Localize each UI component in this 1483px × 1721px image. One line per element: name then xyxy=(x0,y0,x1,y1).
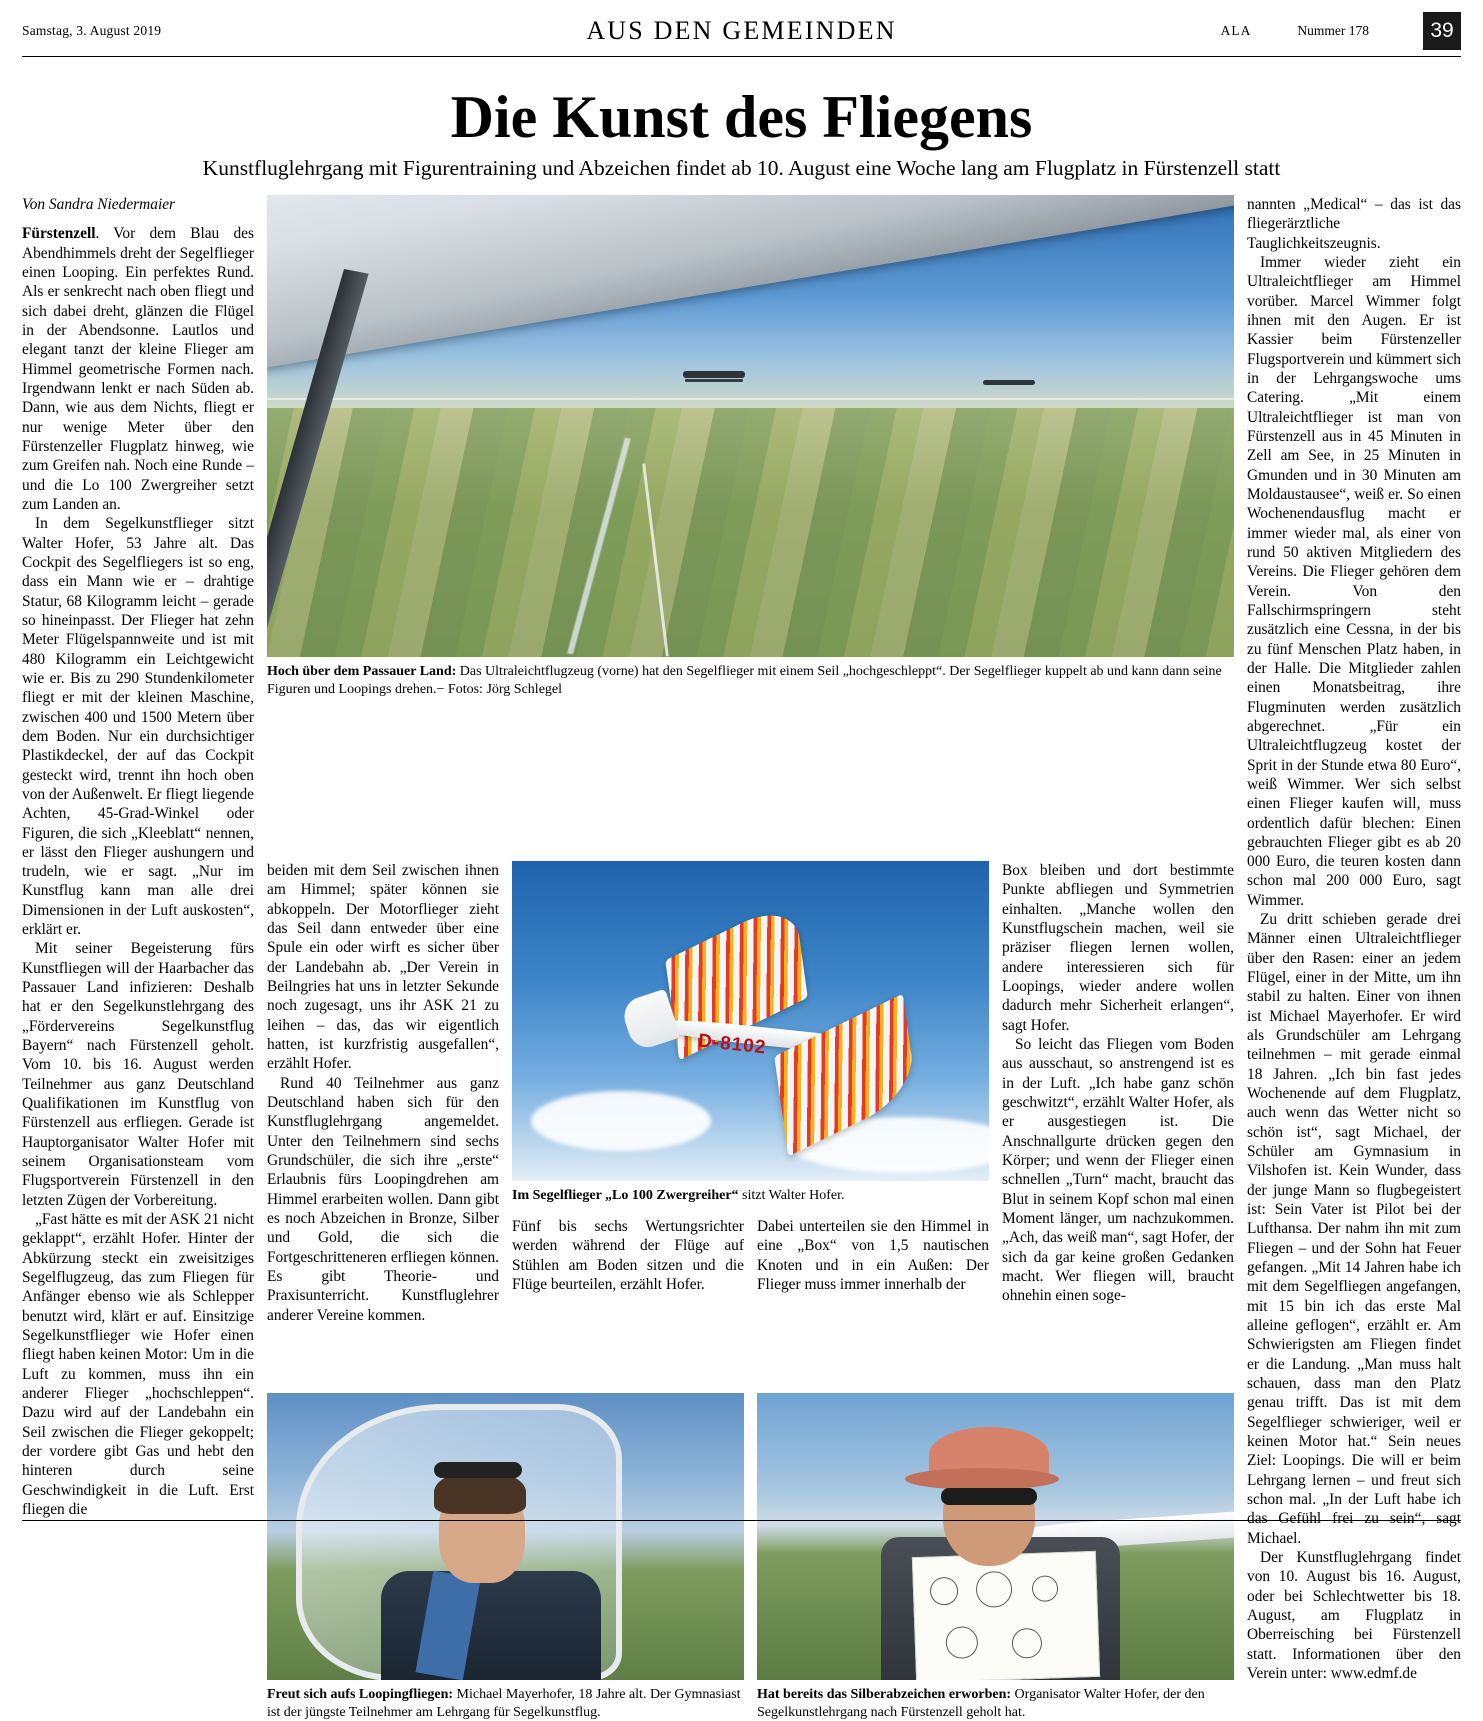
photo-aerial-view xyxy=(267,195,1234,657)
glider-registration-marking: D-8102 xyxy=(697,1030,768,1059)
masthead-divider xyxy=(22,56,1461,57)
paragraph-text: . Vor dem Blau des Abendhimmels dreht der Segelflieger einen Looping. Ein perfektes Rund. Als er senkrecht nach oben fliegt und sich dabei dreht, glänzen die Flügel in der Abendsonne. Lautlos und elegant tanzt der kleine Flieger am Himmel geometrische Formen nach. Irgendwann lenkt er nach Süden ab. Dann, wie aus dem Nichts, fliegt er nur wenige Meter über den Fürstenzeller Flugplatz hinweg, wie zum Greifen nah. Noch eine Runde – und die Lo 100 Zwergreiher setzt zum Landen an. xyxy=(22,225,254,513)
paragraph: Dabei unterteilen sie den Himmel in eine „Box“ von 1,5 nautischen Knoten und in ein Außen: Der Flieger muss immer innerhalb der xyxy=(757,1218,989,1293)
photo-figure-sheet xyxy=(912,1551,1100,1680)
paragraph: nannten „Medical“ – das ist das fliegerärztliche Tauglichkeitszeugnis. xyxy=(1247,196,1461,252)
caption-text: Michael Mayerhofer, 18 Jahre alt. Der Gymnasiast ist der jüngste Teilnehmer am Lehrgang für Segelkunstflug. xyxy=(267,1687,741,1720)
photo-pilot-torso xyxy=(381,1571,600,1680)
paragraph: In dem Segelkunstflieger sitzt Walter Hofer, 53 Jahre alt. Das Cockpit des Segelfliegers ist so eng, dass ein Mann wie er – drahtige Statur, 68 Kilogramm leicht – gerade so hineinpasst. Der Flieger hat zehn Meter Flügelspannweite und ist mit 480 Kilogramm ein Leichtgewicht wie er. Bis zu 290 Stundenkilometer fliegt er mit der kleinen Maschine, zwischen 400 und 1500 Metern über dem Boden. Nur ein durchsichtiger Plastikdeckel, der auf das Cockpit gesteckt wird, trennt ihn hoch oben von der Außenwelt. Er fliegt liegende Achten, 45-Grad-Winkel oder Figuren, die sich „Kleeblatt“ nennen, er lässt den Flieger aushungern und trudeln, wie er sagt. „Nur im Kunstflug kann man alle drei Dimensionen in der Luft auskosten“, erklärt er. xyxy=(22,515,254,939)
photo-credit: − Fotos: Jörg Schlegel xyxy=(436,681,563,697)
text-column-2 xyxy=(267,861,499,1325)
photo-cloud xyxy=(531,1091,711,1151)
text-column-6 xyxy=(1247,195,1461,1683)
photo-glider-silhouette xyxy=(983,380,1035,385)
edition-code: ALA xyxy=(1220,23,1252,38)
figure-diagram-loop xyxy=(946,1626,979,1659)
figure-diagram-loop xyxy=(976,1571,1013,1608)
photo-organizer xyxy=(757,1393,1234,1680)
caption-text: Das Ultraleichtflugzeug (vorne) hat den Segelflieger mit einem Seil „hochgeschleppt“. Der Segelflieger kuppelt ab und kann dann seine Figuren und Loopings drehen. xyxy=(267,664,1222,697)
paragraph: Rund 40 Teilnehmer aus ganz Deutschland haben sich für den Kunstfluglehrgang angemeldet. Unter den Teilnehmern sind sechs Grundschüler, die sich ihre „erste“ Erlaubnis fürs Loopingdrehen am Himmel erarbeiten wollen. Dann gibt es noch Abzeichen in Bronze, Silber und Gold, die sich die Fortgeschritteneren erfliegen können. Es gibt Theorie- und Praxisunterricht. Kunstfluglehrer anderer Vereine kommen. xyxy=(267,1074,499,1324)
paragraph xyxy=(22,224,254,514)
photo-towplane xyxy=(683,371,745,378)
photo-landscape-fields xyxy=(267,408,1234,657)
masthead xyxy=(22,0,1461,54)
paragraph: Zu dritt schieben gerade drei Männer einen Ultraleichtflieger über den Rasen: einer an jedem Flügel, einer in der Mitte, um ihn stabil zu halten. Einer von ihnen ist Michael Mayerhofer. Er wird als Grundschüler am Lehrgang teilnehmen – mit gerade einmal 18 Jahren. „Ich bin fast jedes Wochenende auf dem Flugplatz, auch wenn das Wetter nicht so schön ist“, sagt Michael, der Schüler am Gymnasium in Vilshofen ist. Kein Wunder, dass der junge Mann so flugbegeistert ist: Sein Vater ist Pilot bei der Lufthansa. Der nahm ihn mit zum Fliegen – und der Sohn hat Feuer gefangen. „Mit 14 Jahren habe ich mit dem Segelfliegen angefangen, mit 15 bin ich das erste Mal alleine geflogen“, erzählt er. Am Schwierigsten am Fliegen findet er die Landung. „Man muss halt schauen, dass man den Platz genau trifft. Das ist mit dem Segelflieger schwieriger, weil er keinen Motor hat.“ Sein neues Ziel: Loopings. Die will er beim Lehrgang lernen – und freut sich schon mal. „In der Luft habe ich das Gefühl frei zu sein“, sagt Michael. xyxy=(1247,911,1461,1547)
photo-horizon-line xyxy=(267,398,1234,400)
figure-diagram-loop xyxy=(930,1576,959,1605)
paragraph: So leicht das Fliegen vom Boden aus ausschaut, so anstrengend ist es in der Luft. „Ich habe ganz schön geschwitzt“, erzählt Walter Hofer, als er ausgestiegen ist. Die Anschnallgurte drücken gegen den Körper; und wenn der Flieger einen schnellen „Turn“ macht, braucht das Blut in seinem Kopf schon mal einen Moment länger, um nachzukommen. „Ach, das weiß man“, sagt Hofer, der sich da gar keine großen Gedanken macht. Wer fliegen will, braucht ohnehin einen soge- xyxy=(1002,1035,1234,1305)
paragraph: Box bleiben und dort bestimmte Punkte abfliegen und Symmetrien einhalten. „Manche wollen den Kunstflugschein machen, weil sie präziser fliegen lernen wollen, andere interessieren sich für Loopings, wieder andere wollen dadurch mehr Sicherheit erlangen“, sagt Hofer. xyxy=(1002,862,1234,1034)
text-column-1 xyxy=(22,195,254,1519)
figure-diagram-loop xyxy=(1032,1575,1059,1602)
caption-glider xyxy=(512,1187,989,1205)
caption-lead: Hat bereits das Silberabzeichen erworben: xyxy=(757,1687,1012,1702)
section-title: AUS DEN GEMEINDEN xyxy=(586,16,897,45)
photo-aircraft-wing xyxy=(267,195,1234,368)
photo-glider-in-flight xyxy=(512,861,989,1181)
caption-lead: Hoch über dem Passauer Land: xyxy=(267,664,457,679)
figure-diagram-loop xyxy=(1012,1627,1043,1658)
caption-young-pilot xyxy=(267,1686,744,1721)
article-headline: Die Kunst des Fliegens xyxy=(450,84,1033,150)
byline: Von Sandra Niedermaier xyxy=(22,196,176,213)
text-column-4 xyxy=(757,1217,989,1294)
page-bottom-divider xyxy=(22,1520,1461,1521)
caption-lead: Im Segelflieger „Lo 100 Zwergreiher“ xyxy=(512,1188,739,1203)
paragraph: „Fast hätte es mit der ASK 21 nicht geklappt“, erzählt Hofer. Hinter der Abkürzung steckt ein zweisitziges Segelflugzeug, das zum Fliegen für Anfänger ebenso wie als Schlepper benutzt wird, klärt er auf. Einsitzige Segelkunstflieger wie Hofer einen fliegt haben keinen Motor: Um in die Luft zu kommen, muss ihn ein anderer Flieger „hochschleppen“. Dazu wird auf der Landebahn ein Seil zwischen die Flieger gekoppelt; der vordere gibt Gas und hebt den hinteren durch seine Geschwindigkeit in die Luft. Erst fliegen die xyxy=(22,1211,254,1518)
caption-organizer xyxy=(757,1686,1234,1721)
publication-date: Samstag, 3. August 2019 xyxy=(22,23,162,38)
caption-text: sitzt Walter Hofer. xyxy=(738,1188,845,1203)
paragraph: beiden mit dem Seil zwischen ihnen am Himmel; später können sie abkoppeln. Der Motorflieger zieht das Seil dann entweder über eine Spule ein oder wirft es sicher über der Landebahn ab. „Der Verein in Beilngries hat uns in letzter Sekunde noch zugesagt, uns ihr ASK 21 zu leihen – das, das wir eigentlich hatten, ist kurzfristig ausgefallen“, erzählt Hofer. xyxy=(267,862,499,1073)
masthead-right-group xyxy=(1221,12,1461,50)
caption-aerial-view xyxy=(267,663,1234,698)
paragraph: Immer wieder zieht ein Ultraleichtflieger am Himmel vorüber. Marcel Wimmer folgt ihnen mit den Augen. Er ist Kassier beim Fürstenzeller Flugsportverein und kümmert sich in der Lehrgangswoche ums Catering. „Mit einem Ultraleichtflieger ist man von Fürstenzell aus in 45 Minuten in Zell am See, in 25 Minuten in Gmunden und in 30 Minuten am Moldaustausee“, weiß er. So einen Wochenendausflug macht er immer wieder mal, als einer von rund 50 aktiven Mitgliedern des Vereins. Die Flieger gehören dem Verein. Von den Fallschirmspringern steht zusätzlich eine Cessna, in der bis zu fünf Menschen Platz haben, in der Halle. Die Mitglieder zahlen einen Monatsbeitrag, ihre Flugminuten werden zusätzlich abgerechnet. „Für ein Ultraleichtflugzeug kostet der Sprit in der Stunde etwa 80 Euro“, weiß Wimmer. Wer sich selbst einen Flieger kaufen will, muss ordentlich dafür blechen: Einen gebrauchten Flieger gibt es ab 20 000 Euro, die teuren kosten dann schon mal 200 000 Euro, sagt Wimmer. xyxy=(1247,253,1461,909)
caption-text: Organisator Walter Hofer, der den Segelkunstlehrgang nach Fürstenzell geholt hat. xyxy=(757,1687,1205,1720)
photo-organizer-sunglasses xyxy=(941,1488,1037,1505)
page-number-badge: 39 xyxy=(1423,12,1461,50)
article-subheadline: Kunstfluglehrgang mit Figurentraining und Abzeichen findet ab 10. August eine Woche lang am Flugplatz in Fürstenzell statt xyxy=(202,156,1281,180)
issue-number: Nummer 178 xyxy=(1297,23,1369,38)
photo-young-pilot xyxy=(267,1393,744,1680)
text-column-3 xyxy=(512,1217,744,1294)
paragraph: Mit seiner Begeisterung fürs Kunstfliegen will der Haarbacher das Passauer Land infizieren: Deshalb hat er den Segelkunstlehrgang des „Fördervereins Segelkunstflug Bayern“ nach Fürstenzell geholt. Vom 10. bis 16. August werden Teilnehmer aus ganz Deutschland Qualifikationen im Kunstflug von Fürstenzell aus erfliegen. Gerade ist Hauptorganisator Walter Hofer mit seinem Organisationsteam vom Flugsportverein Fürstenzell in den letzten Zügen der Vorbereitung. xyxy=(22,940,254,1209)
text-column-5 xyxy=(1002,861,1234,1306)
caption-lead: Freut sich aufs Loopingfliegen: xyxy=(267,1687,454,1702)
photo-hat-brim xyxy=(905,1468,1059,1490)
paragraph: Fünf bis sechs Wertungsrichter werden während der Flüge auf Stühlen am Boden sitzen und die Flüge beurteilen, erzählt Hofer. xyxy=(512,1218,744,1293)
dateline: Fürstenzell xyxy=(22,225,96,243)
photo-sunglasses-on-head xyxy=(434,1462,522,1478)
paragraph: Der Kunstfluglehrgang findet von 10. August bis 16. August, oder bei Schlechtwetter bis 18. August, am Flugplatz in Oberreisching bei Fürstenzell statt. Informationen über den Verein unter: www.edmf.de xyxy=(1247,1548,1461,1682)
